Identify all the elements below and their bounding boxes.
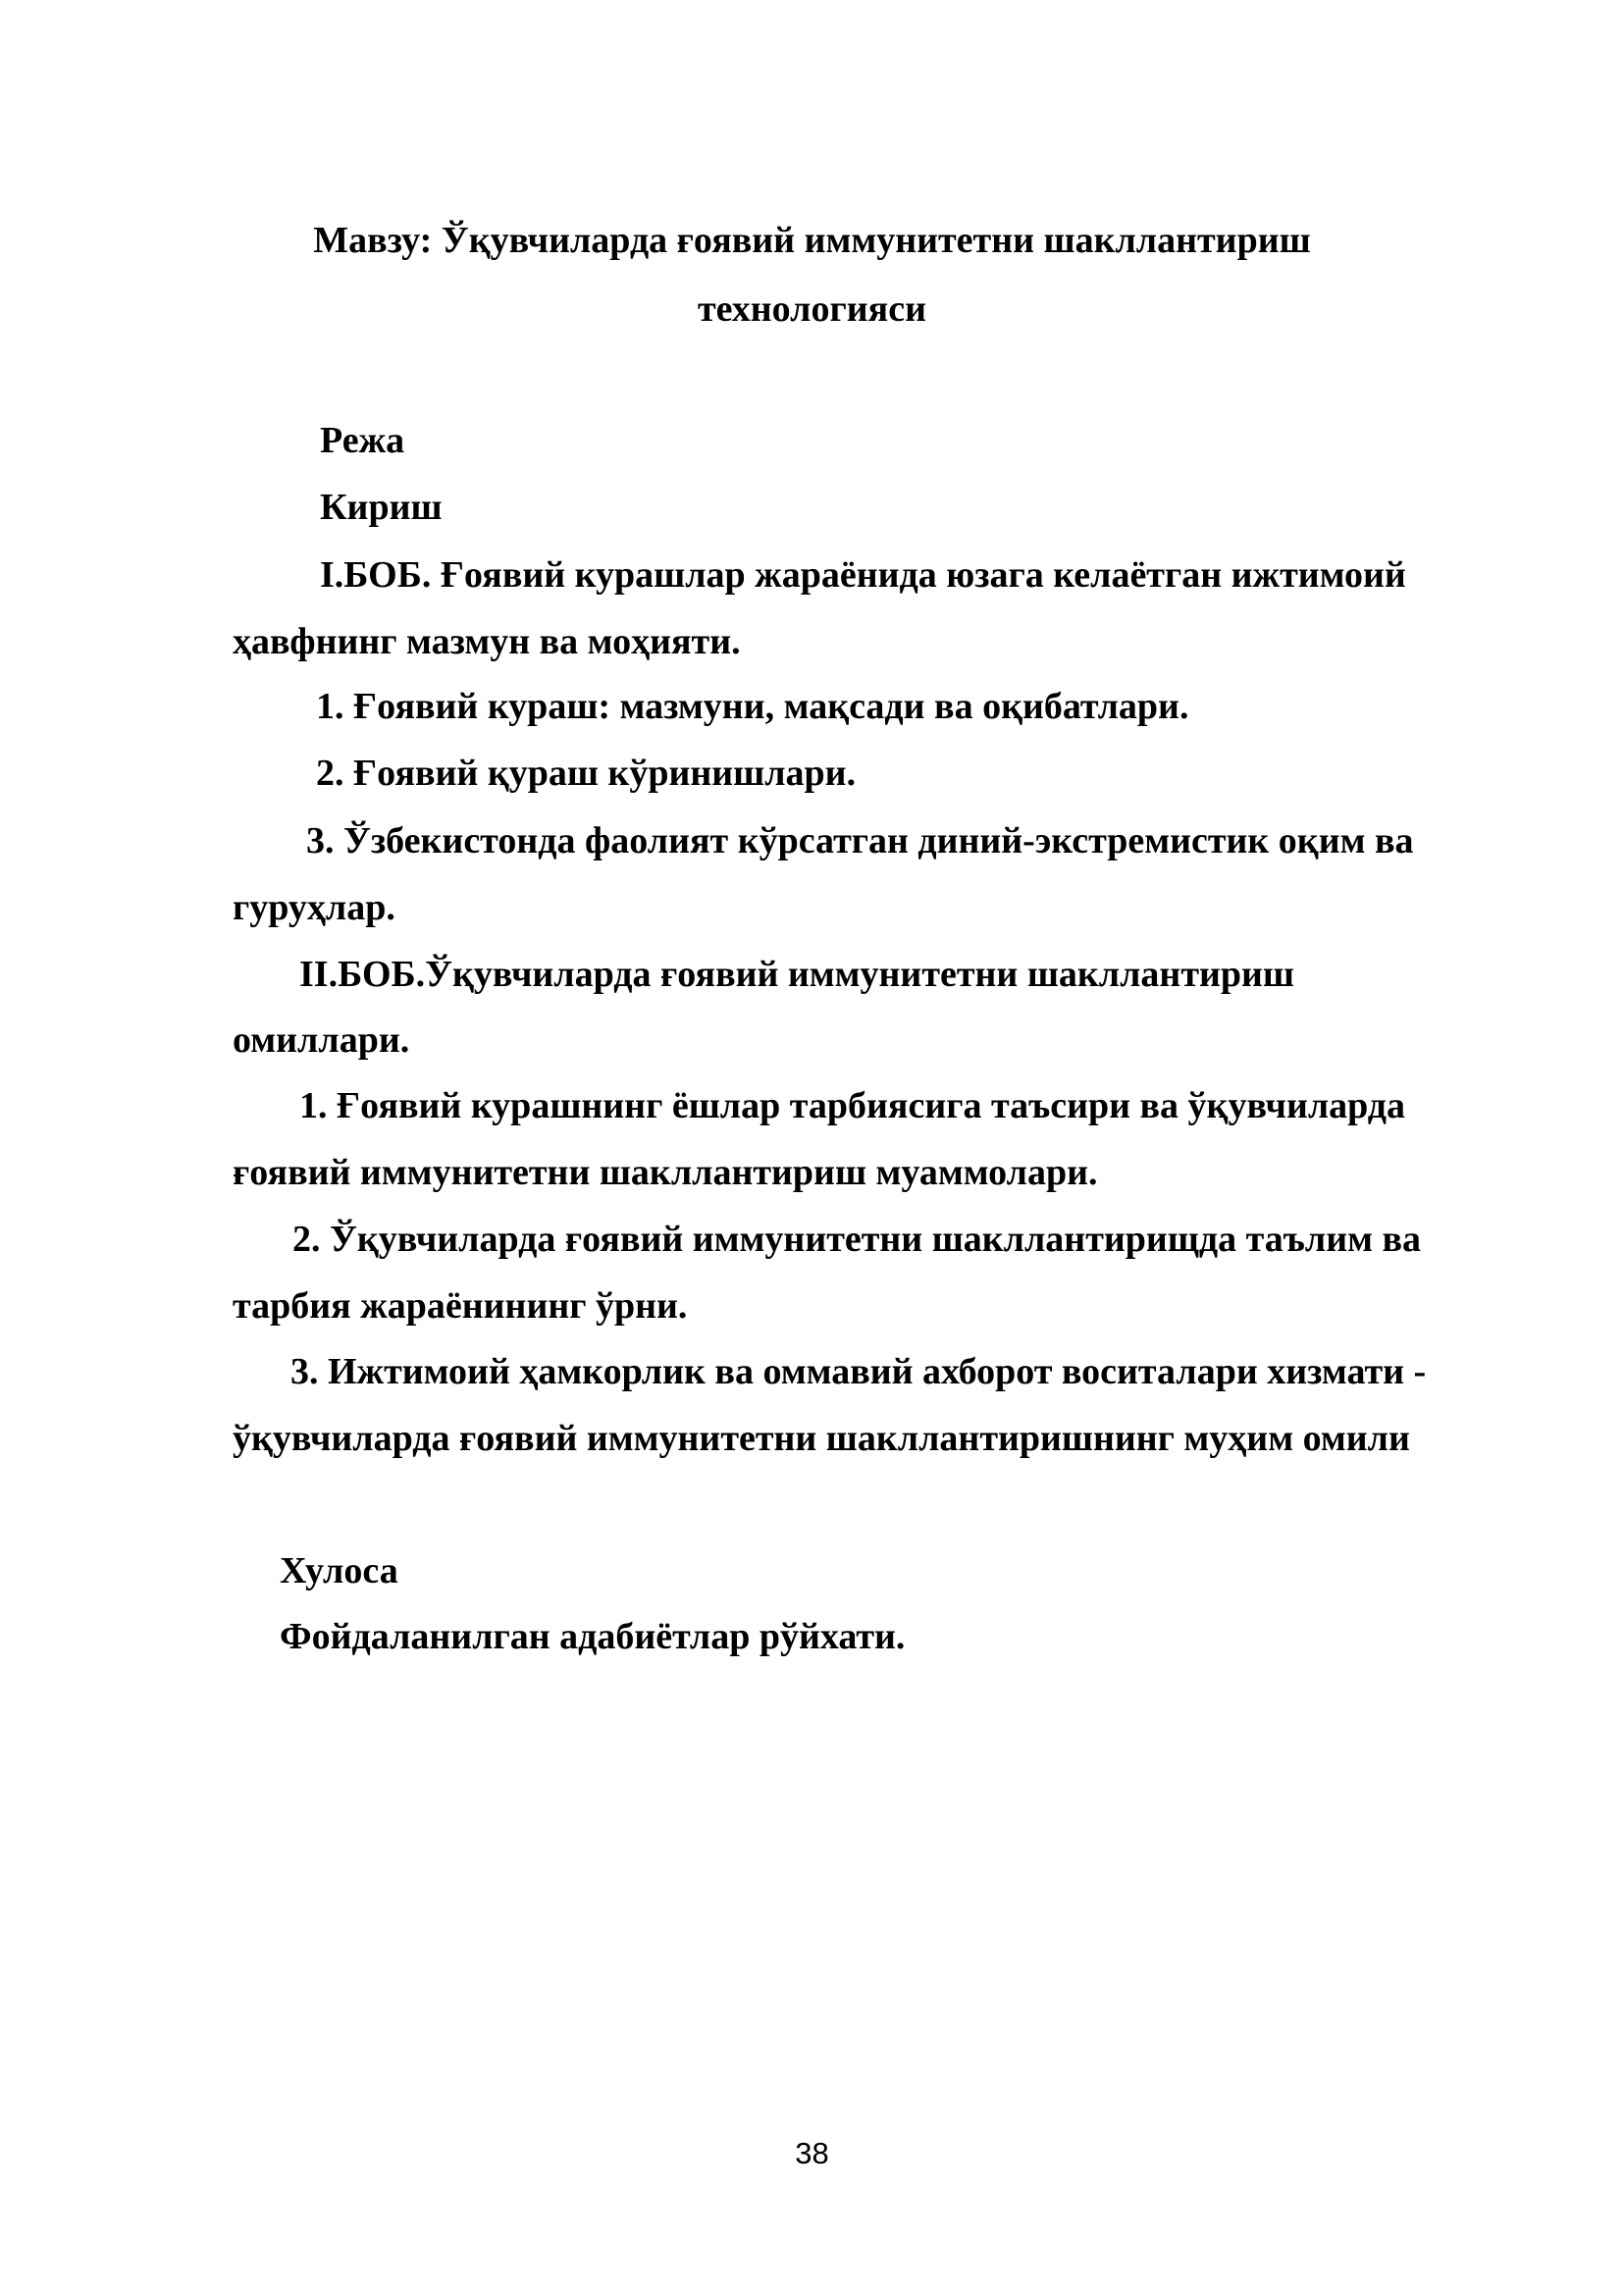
chapter-2-item-3-line-1: 3. Ижтимоий ҳамкорлик ва оммавий ахборот воситалари хизмати - bbox=[290, 1351, 1427, 1392]
chapter-2-item-1-line-1: 1. Ғоявий курашнинг ёшлар тарбиясига таъсири ва ўқувчиларда bbox=[299, 1085, 1406, 1126]
document-title-line-1: Мавзу: Ўқувчиларда ғоявий иммунитетни шакллантириш bbox=[313, 220, 1311, 261]
chapter-2-item-1-line-2: ғоявий иммунитетни шакллантириш муаммолари. bbox=[233, 1152, 1098, 1193]
conclusion-item: Хулоса bbox=[280, 1550, 398, 1591]
document-title-line-2: технологияси bbox=[698, 288, 926, 330]
chapter-2-item-3-line-2: ўқувчиларда ғоявий иммунитетни шакллантиришнинг муҳим омили bbox=[233, 1418, 1410, 1459]
chapter-1-item-3-line-1: 3. Ўзбекистонда фаолият кўрсатган диний-экстремистик оқим ва bbox=[306, 820, 1414, 861]
chapter-1-heading-line-2: ҳавфнинг мазмун ва моҳияти. bbox=[233, 621, 741, 662]
chapter-1-item-3-line-2: гуруҳлар. bbox=[233, 887, 395, 928]
chapter-2-heading-line-2: омиллари. bbox=[233, 1019, 410, 1061]
page-number: 38 bbox=[795, 2136, 829, 2170]
plan-heading: Режа bbox=[320, 420, 405, 461]
chapter-2-heading-line-1: II.БОБ.Ўқувчиларда ғоявий иммунитетни шакллантириш bbox=[299, 954, 1294, 995]
chapter-2-item-2-line-2: тарбия жараёнининг ўрни. bbox=[233, 1285, 688, 1327]
chapter-1-item-2: 2. Ғоявий қураш кўринишлари. bbox=[316, 753, 857, 794]
chapter-2-item-2-line-1: 2. Ўқувчиларда ғоявий иммунитетни шакллантирищда таълим ва bbox=[292, 1219, 1422, 1260]
intro-item: Кириш bbox=[320, 487, 443, 528]
chapter-1-item-1: 1. Ғоявий кураш: мазмуни, мақсади ва оқибатлари. bbox=[316, 686, 1189, 727]
chapter-1-heading-line-1: I.БОБ. Ғоявий курашлар жараёнида юзага келаётган ижтимоий bbox=[320, 554, 1406, 596]
references-item: Фойдаланилган адабиётлар рўйхати. bbox=[280, 1616, 906, 1657]
